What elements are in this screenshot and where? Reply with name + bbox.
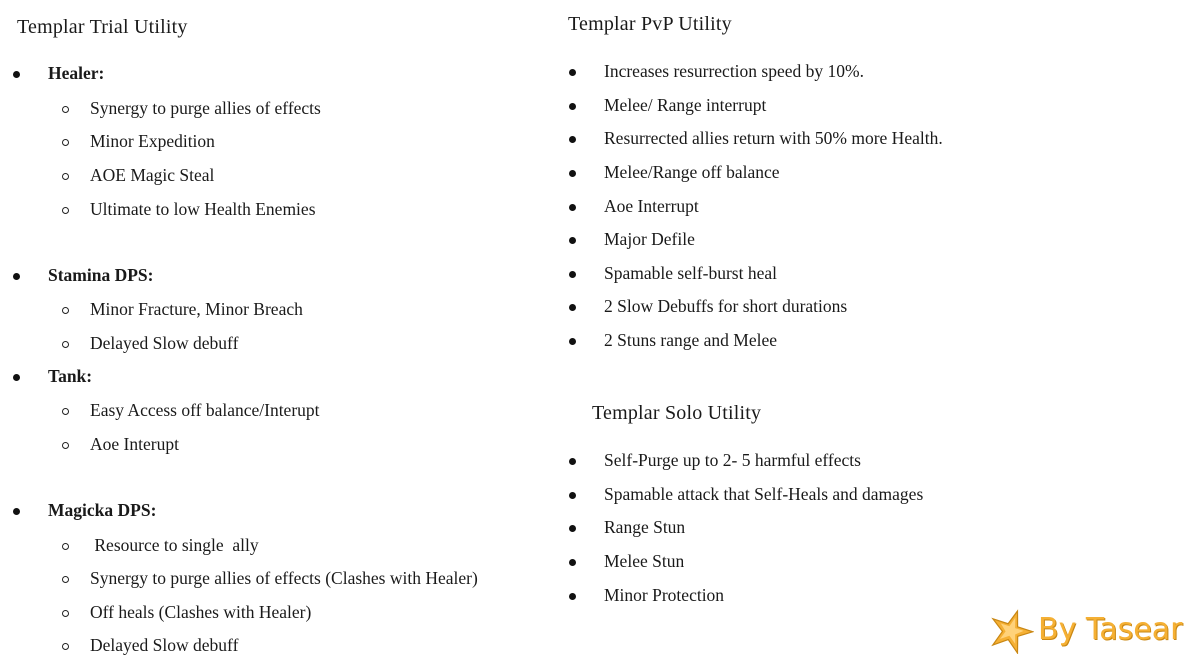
magicka-item: Synergy to purge allies of effects (Clashes with Healer) (90, 568, 478, 588)
author-logo (988, 606, 1193, 662)
magicka-item: Delayed Slow debuff (90, 635, 239, 655)
sub-bullet-icon (62, 307, 69, 314)
bullet-icon (569, 458, 576, 465)
bullet-icon (569, 593, 576, 600)
tank-item: Easy Access off balance/Interupt (90, 400, 320, 420)
bullet-icon (13, 508, 20, 515)
solo-item: Melee Stun (604, 551, 685, 571)
sub-bullet-icon (62, 643, 69, 650)
bullet-icon (569, 170, 576, 177)
magicka-item: Off heals (Clashes with Healer) (90, 602, 312, 622)
magicka-label: Magicka DPS: (48, 500, 157, 520)
healer-label: Healer: (48, 63, 105, 83)
stamina-item: Minor Fracture, Minor Breach (90, 299, 303, 319)
pvp-item: 2 Slow Debuffs for short durations (604, 296, 848, 316)
sub-bullet-icon (62, 408, 69, 415)
solo-item: Range Stun (604, 517, 686, 537)
magicka-item: Resource to single ally (90, 535, 259, 555)
tank-item: Aoe Interupt (90, 434, 179, 454)
pvp-item: Major Defile (604, 229, 695, 249)
sub-bullet-icon (62, 610, 69, 617)
healer-item: Synergy to purge allies of effects (90, 98, 321, 118)
bullet-icon (569, 338, 576, 345)
healer-item: AOE Magic Steal (90, 165, 215, 185)
pvp-item: Melee/Range off balance (604, 162, 780, 182)
bullet-icon (13, 273, 20, 280)
logo-text: By Tasear (1038, 612, 1183, 647)
bullet-icon (569, 136, 576, 143)
pvp-item: Resurrected allies return with 50% more Health. (604, 128, 943, 148)
bullet-icon (569, 204, 576, 211)
stamina-label: Stamina DPS: (48, 265, 154, 285)
sub-bullet-icon (62, 543, 69, 550)
healer-item: Minor Expedition (90, 131, 215, 151)
pvp-item: 2 Stuns range and Melee (604, 330, 778, 350)
sub-bullet-icon (62, 442, 69, 449)
sub-bullet-icon (62, 341, 69, 348)
bullet-icon (13, 71, 20, 78)
stamina-item: Delayed Slow debuff (90, 333, 239, 353)
pvp-item: Increases resurrection speed by 10%. (604, 61, 864, 81)
tank-label: Tank: (48, 366, 93, 386)
sub-bullet-icon (62, 576, 69, 583)
pvp-item: Melee/ Range interrupt (604, 95, 767, 115)
solo-item: Spamable attack that Self-Heals and damages (604, 484, 924, 504)
bullet-icon (569, 69, 576, 76)
trial-title: Templar Trial Utility (17, 16, 188, 38)
bullet-icon (569, 237, 576, 244)
sub-bullet-icon (62, 106, 69, 113)
pvp-title: Templar PvP Utility (568, 13, 732, 35)
bullet-icon (569, 492, 576, 499)
healer-item: Ultimate to low Health Enemies (90, 199, 316, 219)
bullet-icon (569, 304, 576, 311)
bullet-icon (569, 103, 576, 110)
bullet-icon (13, 374, 20, 381)
sub-bullet-icon (62, 173, 69, 180)
solo-item: Minor Protection (604, 585, 725, 605)
bullet-icon (569, 559, 576, 566)
solo-title: Templar Solo Utility (592, 402, 762, 424)
bullet-icon (569, 525, 576, 532)
pvp-item: Aoe Interrupt (604, 196, 699, 216)
star-icon (988, 608, 1034, 654)
solo-item: Self-Purge up to 2- 5 harmful effects (604, 450, 861, 470)
pvp-item: Spamable self-burst heal (604, 263, 778, 283)
sub-bullet-icon (62, 139, 69, 146)
bullet-icon (569, 271, 576, 278)
sub-bullet-icon (62, 207, 69, 214)
